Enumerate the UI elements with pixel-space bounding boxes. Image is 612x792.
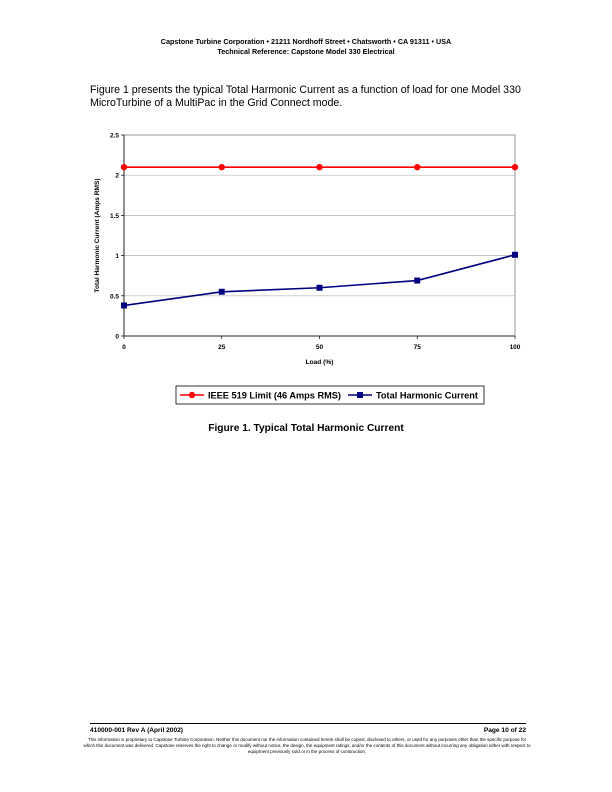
data-point	[121, 164, 127, 170]
footer-divider	[90, 723, 526, 724]
y-tick-label: 1.5	[109, 212, 119, 220]
data-point	[219, 164, 225, 170]
x-tick-label: 0	[122, 344, 126, 351]
data-point	[414, 164, 420, 170]
y-tick-label: 2	[115, 172, 119, 180]
figure-caption: Figure 1. Typical Total Harmonic Current	[208, 423, 404, 434]
document-revision: 410000-001 Rev A (April 2002)	[90, 727, 183, 734]
harmonic-current-chart	[86, 128, 526, 413]
header-company-line: Capstone Turbine Corporation • 21211 Nordhoff Street • Chatsworth • CA 91311 • USA	[160, 37, 452, 46]
y-tick-label: 1	[115, 253, 119, 261]
legend-label: Total Harmonic Current	[376, 390, 478, 401]
x-tick-label: 50	[315, 344, 324, 351]
data-point	[316, 164, 322, 170]
page-header	[0, 37, 612, 56]
data-point	[219, 289, 225, 295]
legend-label: IEEE 519 Limit (46 Amps RMS)	[208, 390, 341, 401]
data-point	[414, 278, 420, 284]
header-reference-line: Technical Reference: Capstone Model 330 Electrical	[217, 46, 395, 56]
page-number: Page 10 of 22	[483, 727, 526, 734]
data-point	[121, 302, 127, 308]
legend-marker	[357, 392, 363, 398]
y-axis-label: Total Harmonic Current (Amps RMS)	[94, 178, 101, 293]
intro-paragraph: Figure 1 presents the typical Total Harmonic Current as a function of load for one Model 330 MicroTurbine of a MultiPac in the Grid Connect mode.	[90, 84, 521, 109]
y-tick-label: 0.5	[109, 293, 119, 301]
y-tick-label: 0	[115, 333, 119, 341]
data-point	[512, 252, 518, 258]
proprietary-disclaimer: This information is proprietary to Capstone Turbine Corporation. Neither this document nor the information contained herein shall be copied, disclosed to others, or used for any purposes other than the specific purpose for which this document was delivered. Capstone reserves the right to change or modify without notice, the design, the equipment ratings, and/or the contents of this document without incurring any obligation either with respect to equipment previously sold or in the process of construction.	[83, 737, 531, 754]
x-tick-label: 75	[413, 344, 421, 351]
x-tick-label: 25	[218, 344, 226, 351]
data-point	[512, 164, 518, 170]
data-point	[317, 285, 323, 291]
x-tick-label: 100	[509, 344, 521, 351]
x-axis-label: Load (%)	[305, 359, 334, 366]
legend-marker	[189, 392, 195, 398]
y-tick-label: 2.5	[109, 132, 119, 140]
